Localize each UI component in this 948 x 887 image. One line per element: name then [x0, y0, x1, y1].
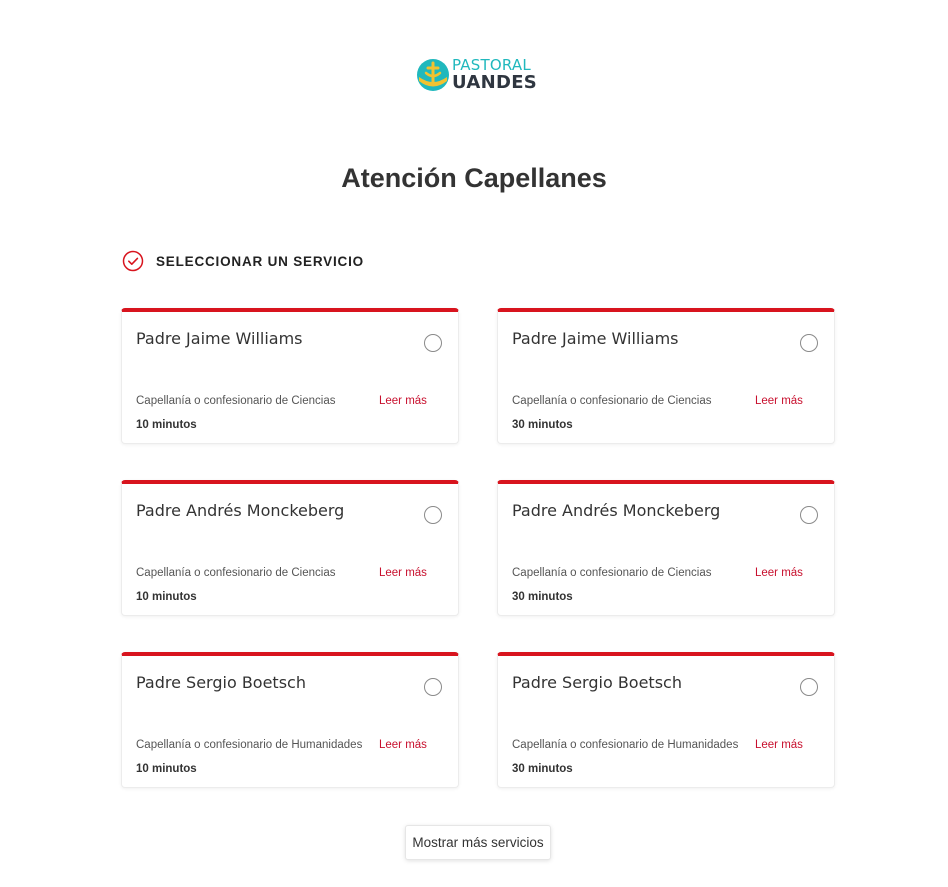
read-more-link[interactable]: Leer más	[755, 395, 803, 407]
service-card[interactable]	[121, 308, 459, 444]
service-name: Padre Sergio Boetsch	[136, 673, 306, 692]
service-duration: 30 minutos	[512, 419, 573, 431]
service-duration: 10 minutos	[136, 763, 197, 775]
service-duration: 30 minutos	[512, 763, 573, 775]
cross-logo-icon	[417, 59, 449, 91]
service-duration: 30 minutos	[512, 591, 573, 603]
service-name: Padre Andrés Monckeberg	[136, 501, 345, 520]
service-description: Capellanía o confesionario de Humanidades	[136, 739, 363, 751]
logo-text-uandes: UANDES	[452, 72, 538, 93]
service-duration: 10 minutos	[136, 419, 197, 431]
service-name: Padre Jaime Williams	[512, 329, 679, 348]
service-description: Capellanía o confesionario de Humanidades	[512, 739, 739, 751]
service-duration: 10 minutos	[136, 591, 197, 603]
service-radio[interactable]	[424, 334, 442, 352]
page-title: Atención Capellanes	[341, 163, 607, 193]
service-description: Capellanía o confesionario de Ciencias	[512, 395, 712, 407]
service-card[interactable]	[121, 480, 459, 616]
service-radio[interactable]	[424, 506, 442, 524]
service-name: Padre Sergio Boetsch	[512, 673, 682, 692]
read-more-link[interactable]: Leer más	[379, 567, 427, 579]
service-card[interactable]	[497, 480, 835, 616]
show-more-services-button[interactable]: Mostrar más servicios	[405, 825, 551, 860]
service-card[interactable]	[497, 308, 835, 444]
service-radio[interactable]	[800, 506, 818, 524]
check-circle-icon	[122, 250, 144, 272]
read-more-link[interactable]: Leer más	[755, 739, 803, 751]
service-name: Padre Andrés Monckeberg	[512, 501, 721, 520]
service-card[interactable]	[121, 652, 459, 788]
service-radio[interactable]	[800, 334, 818, 352]
service-description: Capellanía o confesionario de Ciencias	[136, 395, 336, 407]
service-radio[interactable]	[424, 678, 442, 696]
logo-text-pastoral: PASTORAL	[452, 56, 531, 74]
step-header	[122, 250, 364, 272]
service-description: Capellanía o confesionario de Ciencias	[512, 567, 712, 579]
read-more-link[interactable]: Leer más	[379, 395, 427, 407]
pastoral-uandes-logo	[417, 56, 537, 94]
service-description: Capellanía o confesionario de Ciencias	[136, 567, 336, 579]
service-name: Padre Jaime Williams	[136, 329, 303, 348]
read-more-link[interactable]: Leer más	[755, 567, 803, 579]
read-more-link[interactable]: Leer más	[379, 739, 427, 751]
step-label: SELECCIONAR UN SERVICIO	[156, 253, 364, 269]
service-grid	[121, 308, 835, 788]
service-card[interactable]	[497, 652, 835, 788]
service-radio[interactable]	[800, 678, 818, 696]
